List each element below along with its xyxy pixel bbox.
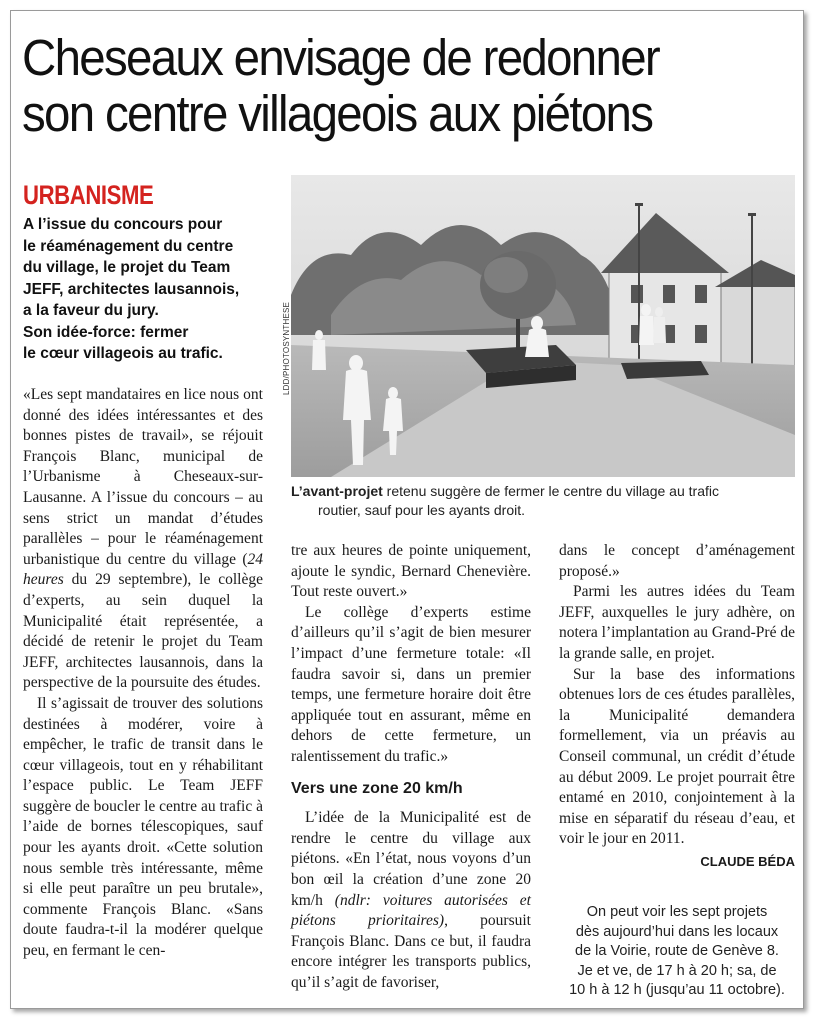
caption-line: routier, sauf pour les ayants droit. <box>318 501 525 518</box>
info-line: Je et ve, de 17 h à 20 h; sa, de <box>577 962 777 979</box>
info-line: dès aujourd’hui dans les locaux <box>575 923 779 940</box>
caption-text: retenu suggère de fermer le centre du village au trafic <box>382 483 719 499</box>
author-byline: CLAUDE BÉDA <box>700 853 795 869</box>
caption-line <box>291 482 795 501</box>
exhibition-info-box <box>559 903 795 1001</box>
lead-line: a la faveur du jury. <box>23 302 159 319</box>
paragraph: Parmi les autres idées du Team JEFF, auxquelles le jury adhère, on notera l’implantation au Grand-Pré de la grande salle, en projet. <box>559 583 795 662</box>
paragraph-text: , poursuit François Blanc. Dans ce but, il faudra encore intégrer les transports publics, qu’il s’agit de favoriser, <box>291 912 531 991</box>
lead-paragraph <box>23 214 285 365</box>
lead-line: Son idée-force: fermer <box>23 323 189 341</box>
village-square-illustration <box>291 175 795 477</box>
info-line: 10 h à 12 h (jusqu’au 11 octobre). <box>569 982 785 998</box>
paragraph-italic: 24 heures <box>23 550 263 589</box>
paragraph: Il s’agissait de trouver des solutions destinées à modérer, voire à empêcher, le trafic de transit dans le cœur villageois, tout en y réhabilitant l’espace public. Le Team JEFF suggère de boucler le centre au trafic à l’aide de bornes télescopiques, sauf pour les ayants droit. «Cette solution nous semble très intéressante, même si elle peut paraître un peu brutale», commente François Blanc. «Sans doute faudra-t-il la modérer quelque peu, en fermant le cen- <box>23 694 263 960</box>
paragraph-text: du 29 septembre), le collège d’experts, au sein duquel la Municipalité était représentée, a décidé de retenir le projet du Team JEFF, architectes lausannois, dans la perspective de la poursuite des études. <box>23 571 263 692</box>
body-column-3 <box>559 541 795 873</box>
project-rendering-photo <box>291 175 795 477</box>
section-rubric: URBANISME <box>23 180 154 210</box>
photo-credit: LDD/PHOTOSYNTHESE <box>282 301 291 395</box>
paragraph-text: «Les sept mandataires en lice nous ont donné des idées intéressantes et des bonnes pistes de travail», se réjouit François Blanc, municipal de l’Urbanisme à Cheseaux-sur-Lausanne. A l’issue du concours – au sens strict un mandat d’études parallèles – pour le réaménagement urbanistique du centre du village ( <box>23 386 263 568</box>
paragraph-italic: (ndlr: voitures autorisées et piétons prioritaires) <box>291 891 531 930</box>
headline-line: son centre villageois aux piétons <box>22 85 653 142</box>
paragraph: Sur la base des informations obtenues lors de ces études parallèles, la Municipalité demandera formellement, via un préavis au Conseil communal, un crédit d’étude au début 2009. Le projet pourrait être entamé en 2010, conjointement à la mise en séparatif du réseau d’eau, et voir le jour en 2011. <box>559 665 795 848</box>
paragraph <box>291 808 531 993</box>
headline-line: Cheseaux envisage de redonner <box>22 29 660 86</box>
lead-line: le réaménagement du centre <box>23 237 234 255</box>
caption-bold: L’avant-projet <box>291 483 383 499</box>
paragraph: dans le concept d’aménagement proposé.» <box>559 542 795 580</box>
lead-line: A l’issue du concours pour <box>23 216 223 233</box>
body-column-2 <box>291 541 531 993</box>
info-line: de la Voirie, route de Genève 8. <box>575 943 779 959</box>
body-column-1 <box>23 385 263 962</box>
lead-line: le cœur villageois au trafic. <box>23 345 223 362</box>
paragraph-text: L’idée de la Municipalité est de rendre le centre du village aux piétons. «En l’état, nous voyons d’un bon œil la création d’une zone 20 km/h <box>291 809 531 909</box>
paragraph: tre aux heures de pointe uniquement, ajoute le syndic, Bernard Chenevière. Tout reste ouvert.» <box>291 542 531 601</box>
paragraph: Le collège d’experts estime d’ailleurs qu’il s’agit de bien mesurer l’impact d’une fermeture totale: «Il faudra savoir si, dans un premier temps, une fermeture horaire doit être appliquée tout en assurant, même en dehors de cette fermeture, un ralentissement du trafic.» <box>291 603 531 765</box>
photo-caption <box>291 482 795 519</box>
lead-line: JEFF, architectes lausannois, <box>23 280 240 298</box>
lead-line: du village, le projet du Team <box>23 259 231 276</box>
headline <box>22 30 738 142</box>
subheading: Vers une zone 20 km/h <box>291 779 463 797</box>
info-line: On peut voir les sept projets <box>586 904 768 920</box>
paragraph <box>23 385 263 694</box>
